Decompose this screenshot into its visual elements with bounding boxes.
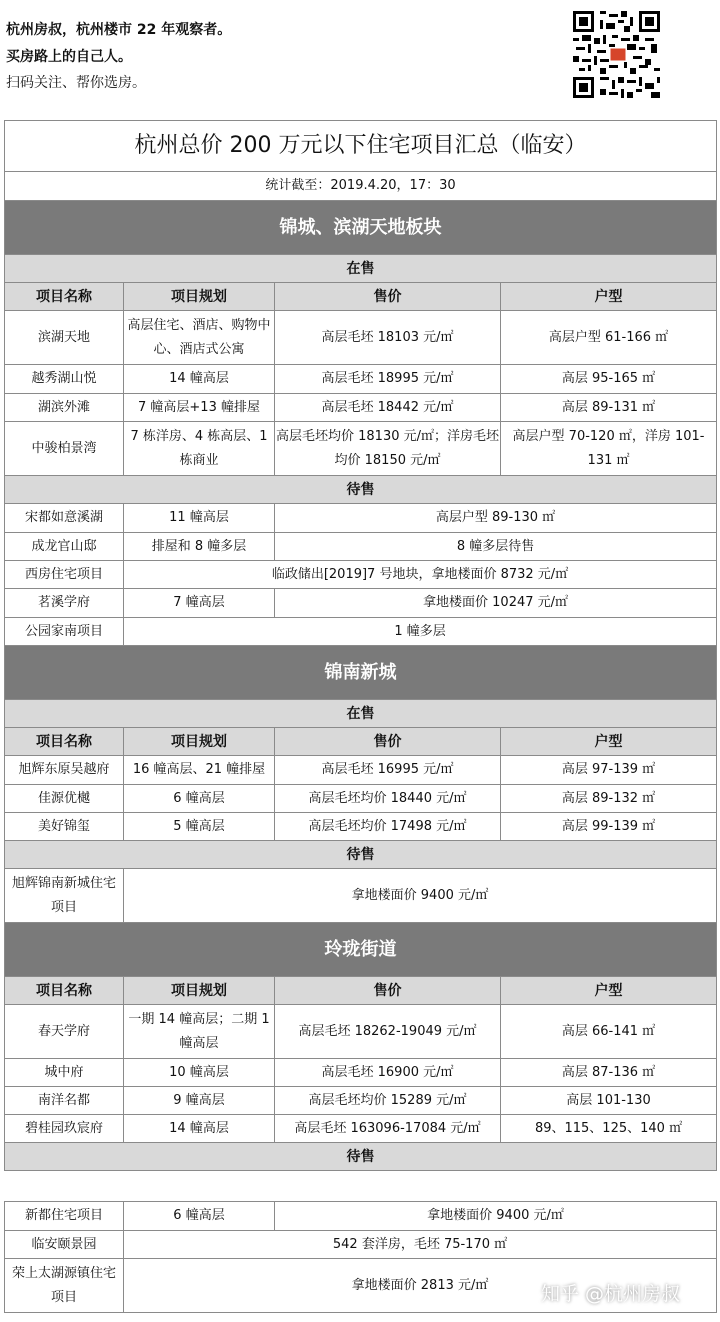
intro-line-2: 买房路上的自己人。: [6, 49, 132, 65]
table-row: [5, 813, 717, 841]
project-price: 高层毛坯 18995 元/㎡: [275, 365, 501, 394]
project-name: 茗溪学府: [5, 589, 124, 618]
table-row: [5, 365, 717, 394]
project-type: 高层 66-141 ㎡: [501, 1005, 717, 1059]
project-name: 公园家南项目: [5, 618, 124, 646]
status-coming: 待售: [5, 841, 717, 869]
project-plan: 14 幢高层: [124, 365, 275, 394]
summary-table: [4, 120, 716, 1171]
project-name: 旭辉锦南新城住宅项目: [5, 869, 124, 923]
project-name: 旭辉东原吴越府: [5, 756, 124, 785]
intro-line-1: 杭州房叔，杭州楼市 22 年观察者。: [6, 22, 232, 38]
project-type: 高层 95-165 ㎡: [501, 365, 717, 394]
project-type: 高层户型 61-166 ㎡: [501, 311, 717, 365]
project-info: 高层户型 89-130 ㎡: [275, 504, 717, 533]
project-name: 中骏柏景湾: [5, 422, 124, 476]
column-header-plan: 项目规划: [124, 977, 275, 1005]
project-plan: 高层住宅、酒店、购物中心、酒店式公寓: [124, 311, 275, 365]
project-price: 高层毛坯 163096-17084 元/㎡: [275, 1115, 501, 1143]
project-name: 滨湖天地: [5, 311, 124, 365]
watermark: 知乎 @杭州房叔: [541, 1283, 681, 1305]
project-name: 成龙官山邸: [5, 533, 124, 561]
table-row: [5, 1059, 717, 1087]
project-plan: 7 栋洋房、4 栋高层、1 栋商业: [124, 422, 275, 476]
project-plan: 5 幢高层: [124, 813, 275, 841]
table-date: 统计截至：2019.4.20，17：30: [5, 172, 717, 201]
project-info: 8 幢多层待售: [275, 533, 717, 561]
intro-line-3: 扫码关注、帮你选房。: [6, 75, 146, 91]
project-name: 城中府: [5, 1059, 124, 1087]
status-on-sale: 在售: [5, 700, 717, 728]
column-header-name: 项目名称: [5, 283, 124, 311]
project-type: 高层 97-139 ㎡: [501, 756, 717, 785]
table-row: [5, 394, 717, 422]
project-type: 高层 87-136 ㎡: [501, 1059, 717, 1087]
project-price: 高层毛坯均价 15289 元/㎡: [275, 1087, 501, 1115]
project-plan: 10 幢高层: [124, 1059, 275, 1087]
project-info: 临政储出[2019]7 号地块，拿地楼面价 8732 元/㎡: [124, 561, 717, 589]
project-type: 高层 101-130: [501, 1087, 717, 1115]
project-name: 湖滨外滩: [5, 394, 124, 422]
project-name: 新都住宅项目: [5, 1202, 124, 1231]
page-header: [0, 0, 720, 108]
project-type: 高层 89-132 ㎡: [501, 785, 717, 813]
project-name: 碧桂园玖宸府: [5, 1115, 124, 1143]
project-name: 佳源优樾: [5, 785, 124, 813]
project-price: 高层毛坯 18262-19049 元/㎡: [275, 1005, 501, 1059]
project-plan: 16 幢高层、21 幢排屋: [124, 756, 275, 785]
table-row: [5, 618, 717, 646]
table-row: [5, 1115, 717, 1143]
project-plan: 7 幢高层+13 幢排屋: [124, 394, 275, 422]
status-on-sale: 在售: [5, 255, 717, 283]
project-info: 拿地楼面价 2813 元/㎡: [124, 1259, 717, 1313]
column-header-price: 售价: [275, 977, 501, 1005]
table-row: [5, 561, 717, 589]
project-type: 89、115、125、140 ㎡: [501, 1115, 717, 1143]
project-info: 拿地楼面价 10247 元/㎡: [275, 589, 717, 618]
project-info: 542 套洋房，毛坯 75-170 ㎡: [124, 1231, 717, 1259]
project-plan: 6 幢高层: [124, 785, 275, 813]
project-name: 越秀湖山悦: [5, 365, 124, 394]
block-title: 锦城、滨湖天地板块: [5, 201, 717, 255]
project-name: 宋都如意溪湖: [5, 504, 124, 533]
table-row: [5, 869, 717, 923]
table-row: [5, 1087, 717, 1115]
project-price: 高层毛坯 16995 元/㎡: [275, 756, 501, 785]
table-title: 杭州总价 200 万元以下住宅项目汇总（临安）: [5, 121, 717, 172]
project-name: 荣上太湖源镇住宅项目: [5, 1259, 124, 1313]
column-header-plan: 项目规划: [124, 728, 275, 756]
project-name: 南洋名都: [5, 1087, 124, 1115]
table-row: [5, 1005, 717, 1059]
table-row: [5, 422, 717, 476]
table-row: [5, 785, 717, 813]
qr-code-icon[interactable]: [573, 11, 660, 98]
project-price: 高层毛坯均价 18440 元/㎡: [275, 785, 501, 813]
project-price: 高层毛坯 16900 元/㎡: [275, 1059, 501, 1087]
project-plan: 11 幢高层: [124, 504, 275, 533]
column-header-type: 户型: [501, 977, 717, 1005]
status-coming: 待售: [5, 1143, 717, 1171]
project-price: 高层毛坯均价 18130 元/㎡；洋房毛坯均价 18150 元/㎡: [275, 422, 501, 476]
project-price: 高层毛坯 18442 元/㎡: [275, 394, 501, 422]
table-row: [5, 1202, 717, 1231]
project-price: 高层毛坯 18103 元/㎡: [275, 311, 501, 365]
project-plan: 7 幢高层: [124, 589, 275, 618]
status-coming: 待售: [5, 476, 717, 504]
project-type: 高层户型 70-120 ㎡，洋房 101-131 ㎡: [501, 422, 717, 476]
column-header-price: 售价: [275, 728, 501, 756]
project-plan: 6 幢高层: [124, 1202, 275, 1231]
project-info: 拿地楼面价 9400 元/㎡: [275, 1202, 717, 1231]
project-plan: 9 幢高层: [124, 1087, 275, 1115]
project-name: 西房住宅项目: [5, 561, 124, 589]
table-row: [5, 589, 717, 618]
project-plan: 一期 14 幢高层；二期 1 幢高层: [124, 1005, 275, 1059]
project-plan: 14 幢高层: [124, 1115, 275, 1143]
project-price: 高层毛坯均价 17498 元/㎡: [275, 813, 501, 841]
project-info: 1 幢多层: [124, 618, 717, 646]
project-type: 高层 89-131 ㎡: [501, 394, 717, 422]
table-row: [5, 756, 717, 785]
project-name: 春天学府: [5, 1005, 124, 1059]
column-header-name: 项目名称: [5, 977, 124, 1005]
project-name: 美好锦玺: [5, 813, 124, 841]
table-row: [5, 311, 717, 365]
project-name: 临安颐景园: [5, 1231, 124, 1259]
project-type: 高层 99-139 ㎡: [501, 813, 717, 841]
block-title: 锦南新城: [5, 646, 717, 700]
table-row: [5, 533, 717, 561]
table-row: [5, 1231, 717, 1259]
project-info: 拿地楼面价 9400 元/㎡: [124, 869, 717, 923]
project-plan: 排屋和 8 幢多层: [124, 533, 275, 561]
column-header-type: 户型: [501, 728, 717, 756]
block-title: 玲珑街道: [5, 923, 717, 977]
column-header-price: 售价: [275, 283, 501, 311]
column-header-type: 户型: [501, 283, 717, 311]
table-row: [5, 504, 717, 533]
column-header-name: 项目名称: [5, 728, 124, 756]
column-header-plan: 项目规划: [124, 283, 275, 311]
